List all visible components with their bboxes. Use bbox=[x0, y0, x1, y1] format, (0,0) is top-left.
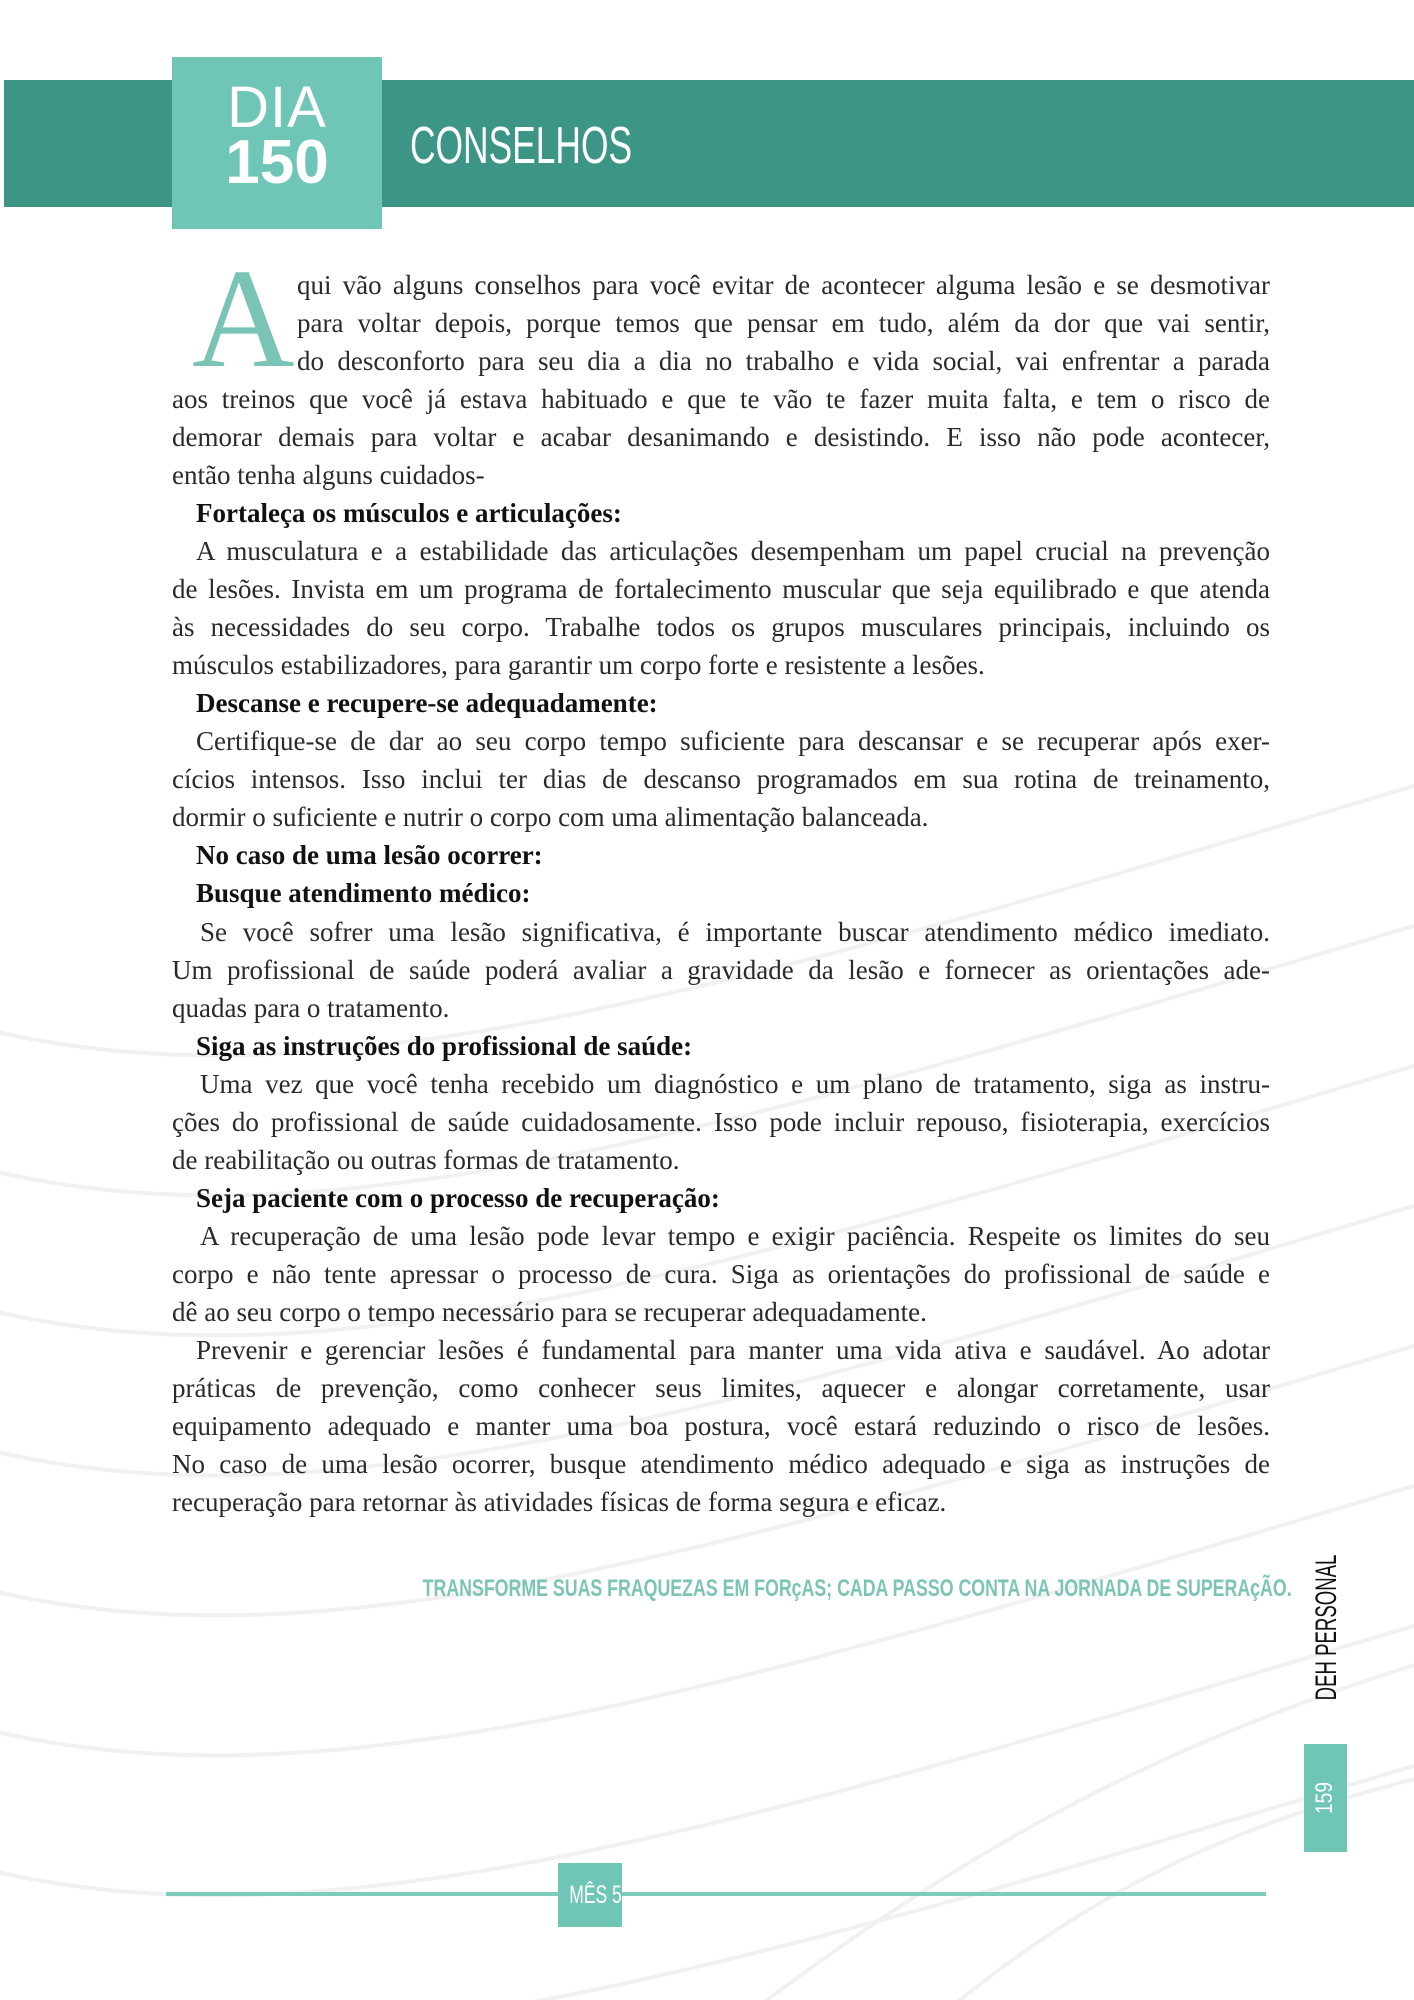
body-line: dê ao seu corpo o tempo necessário para se recuperar adequadamente. bbox=[172, 1296, 927, 1327]
body-line: qui vão alguns conselhos para você evitar de acontecer alguma lesão e se desmotivar bbox=[297, 270, 1270, 300]
body-line: práticas de prevenção, como conhecer seus limites, aquecer e alongar corretamente, usar bbox=[172, 1372, 1270, 1403]
page-number-text: 159 bbox=[1311, 1781, 1338, 1815]
body-line: às necessidades do seu corpo. Trabalhe todos os grupos musculares principais, incluindo os bbox=[172, 612, 1270, 643]
day-label: DIA bbox=[227, 75, 327, 140]
body-line: de reabilitação ou outras formas de tratamento. bbox=[172, 1144, 680, 1175]
body-line: Um profissional de saúde poderá avaliar a gravidade da lesão e fornecer as orientações ade- bbox=[172, 954, 1270, 985]
body-line: músculos estabilizadores, para garantir um corpo forte e resistente a lesões. bbox=[172, 650, 985, 681]
month-text: MÊS 5 bbox=[569, 1881, 622, 1909]
footer-line bbox=[166, 1892, 1266, 1896]
body-line: aos treinos que você já estava habituado e que te vão te fazer muita falta, e tem o risco de bbox=[172, 384, 1270, 415]
month-label bbox=[558, 1880, 622, 1910]
body-line: A recuperação de uma lesão pode levar tempo e exigir paciência. Respeite os limites do seu bbox=[200, 1220, 1270, 1251]
body-line: equipamento adequado e manter uma boa postura, você estará reduzindo o risco de lesões. bbox=[172, 1410, 1270, 1441]
body-line: A musculatura e a estabilidade das articulações desempenham um papel crucial na prevenção bbox=[196, 536, 1270, 567]
body-line: de lesões. Invista em um programa de fortalecimento muscular que seja equilibrado e que atenda bbox=[172, 574, 1270, 605]
body-line: demorar demais para voltar e acabar desanimando e desistindo. E isso não pode acontecer, bbox=[172, 422, 1270, 453]
body-line: No caso de uma lesão ocorrer, busque atendimento médico adequado e siga as instruções de bbox=[172, 1448, 1270, 1479]
body-line: Uma vez que você tenha recebido um diagnóstico e um plano de tratamento, siga as instru- bbox=[200, 1068, 1270, 1099]
body-line: ções do profissional de saúde cuidadosamente. Isso pode incluir repouso, fisioterapia, exercícios bbox=[172, 1106, 1270, 1137]
section-heading: Siga as instruções do profissional de saúde: bbox=[196, 1030, 693, 1061]
page-title: CONSELHOS bbox=[410, 117, 633, 175]
body-line: do desconforto para seu dia a dia no trabalho e vida social, vai enfrentar a parada bbox=[297, 346, 1270, 377]
section-heading: No caso de uma lesão ocorrer: bbox=[196, 840, 543, 871]
drop-cap: A bbox=[192, 239, 295, 397]
day-number: 150 bbox=[225, 128, 329, 197]
quote-text: TRANSFORME SUAS FRAQUEZAS EM FORçAS; CADA PASSO CONTA NA JORNADA DE SUPERAçÃO. bbox=[422, 1575, 1292, 1602]
body-line: para voltar depois, porque temos que pensar em tudo, além da dor que vai sentir, bbox=[297, 308, 1270, 339]
body-line: cícios intensos. Isso inclui ter dias de descanso programados em sua rotina de treinamento, bbox=[172, 764, 1270, 795]
body-line: quadas para o tratamento. bbox=[172, 992, 450, 1023]
quote bbox=[270, 1574, 1292, 1604]
body-line: Se você sofrer uma lesão significativa, é importante buscar atendimento médico imediato. bbox=[200, 916, 1270, 947]
section-heading: Fortaleça os músculos e articulações: bbox=[196, 498, 622, 529]
body-line: Prevenir e gerenciar lesões é fundamental para manter uma vida ativa e saudável. Ao adotar bbox=[196, 1334, 1270, 1365]
section-heading: Busque atendimento médico: bbox=[196, 878, 531, 909]
body-line: recuperação para retornar às atividades físicas de forma segura e eficaz. bbox=[172, 1486, 947, 1517]
section-heading: Seja paciente com o processo de recuperação: bbox=[196, 1182, 720, 1213]
section-heading: Descanse e recupere-se adequadamente: bbox=[196, 688, 658, 719]
body-line: então tenha alguns cuidados- bbox=[172, 460, 485, 491]
body-line: Certifique-se de dar ao seu corpo tempo suficiente para descansar e se recuperar após exer- bbox=[196, 726, 1270, 757]
brand-label bbox=[1310, 1554, 1343, 1745]
wave-line bbox=[0, 1740, 1414, 2000]
body-line: corpo e não tente apressar o processo de cura. Siga as orientações do profissional de saúde e bbox=[172, 1258, 1270, 1289]
page-number bbox=[1311, 1744, 1339, 1852]
body-line: dormir o suficiente e nutrir o corpo com uma alimentação balanceada. bbox=[172, 802, 929, 833]
brand-text: DEH PERSONAL bbox=[1310, 1554, 1343, 1701]
